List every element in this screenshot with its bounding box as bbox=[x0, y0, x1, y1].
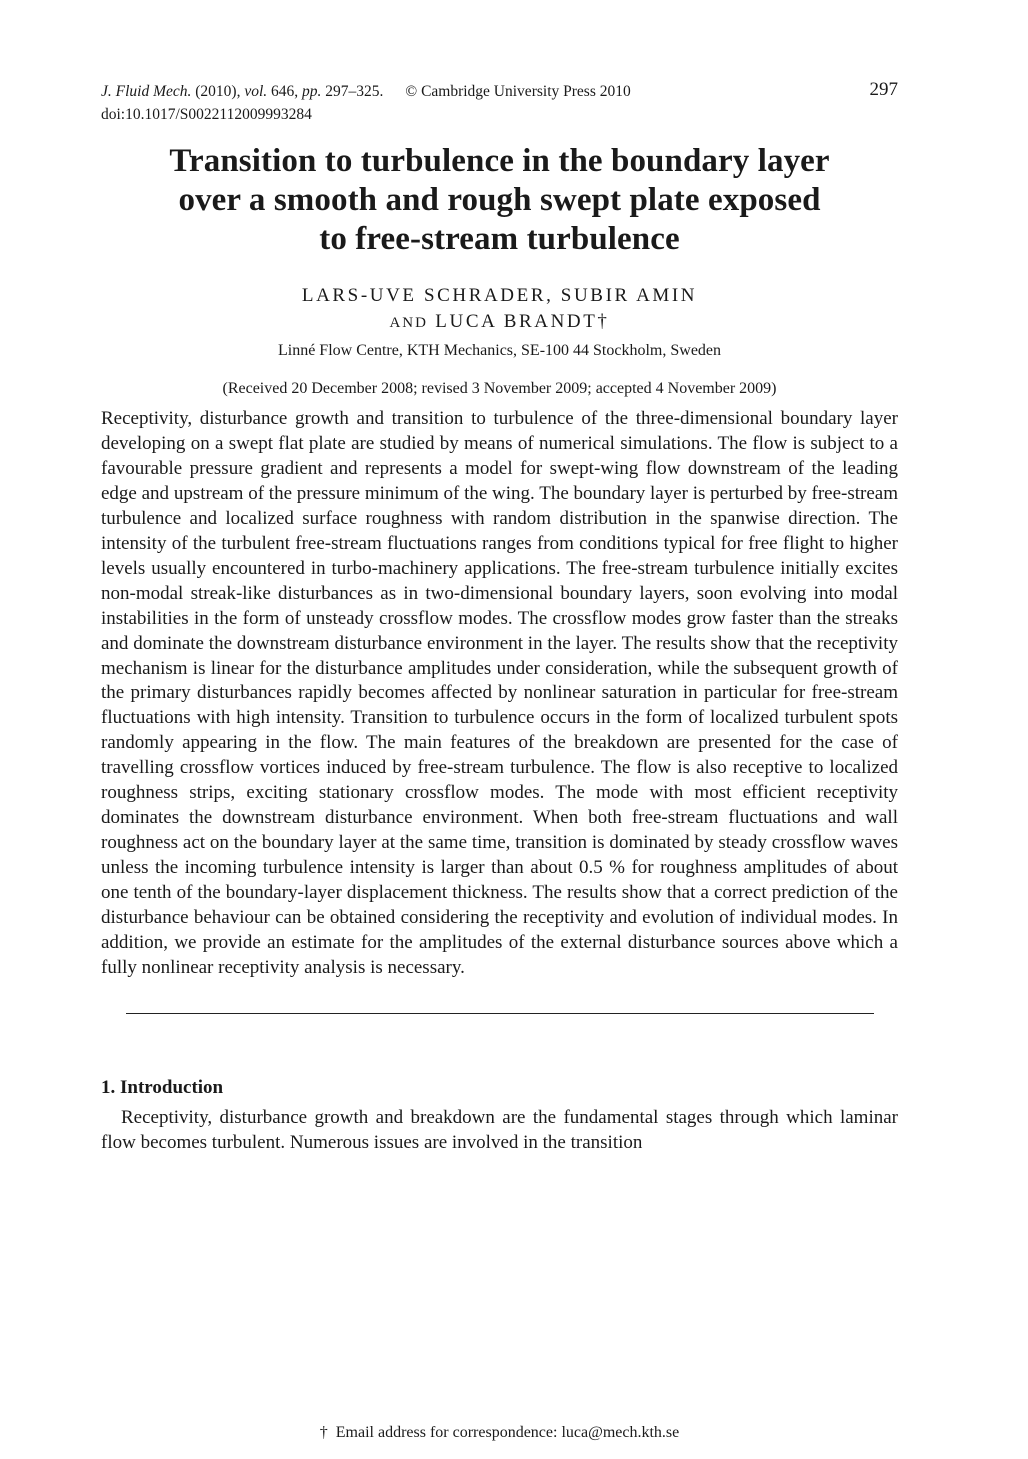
journal-year: (2010), bbox=[195, 83, 241, 100]
section-heading: 1. Introduction bbox=[101, 1076, 224, 1098]
title-line: Transition to turbulence in the boundary layer bbox=[169, 143, 830, 179]
pages-label: pp. bbox=[302, 83, 322, 100]
page-range: 297–325. bbox=[325, 83, 384, 100]
authors-line: LARS-UVE SCHRADER, SUBIR AMIN bbox=[301, 285, 698, 306]
abstract: Receptivity, disturbance growth and transition to turbulence of the three-dimensional boundary layer developing on a swept flat plate are studied by means of numerical simulations. The flow is subject to a favourable pressure gradient and represents a model for swept-wing flow downstream of the leading edge and upstream of the pressure minimum of the wing. The boundary layer is perturbed by free-stream turbulence and localized surface roughness with random distribution in the spanwise direction. The intensity of the turbulent free-stream fluctuations ranges from conditions typical for free flight to higher levels usually encountered in turbo-machinery applications. The free-stream turbulence initially excites non-modal streak-like disturbances as in two-dimensional boundary layers, soon evolving into modal instabilities in the form of unsteady crossflow modes. The crossflow modes grow faster than the streaks and dominate the downstream disturbance environment in the layer. The results show that the receptivity mechanism is linear for the disturbance amplitudes under consideration, while the subsequent growth of the primary disturbances rapidly becomes affected by nonlinear saturation in particular for free-stream fluctuations with high intensity. Transition to turbulence occurs in the form of localized turbulent spots randomly appearing in the flow. The main features of the breakdown are presented for the case of travelling crossflow vortices induced by free-stream turbulence. The flow is also receptive to localized roughness strips, exciting stationary crossflow modes. The mode with most efficient receptivity dominates the downstream disturbance environment. When both free-stream fluctuations and wall roughness act on the boundary layer at the same time, transition is dominated by steady crossflow waves unless the incoming turbulence intensity is larger than about 0.5 % for roughness amplitudes of about one tenth of the boundary-layer displacement thickness. The results show that a correct prediction of the disturbance behaviour can be obtained considering the receptivity and evolution of individual modes. In addition, we provide an estimate for the amplitudes of the external disturbance sources above which a fully nonlinear receptivity analysis is necessary. bbox=[101, 408, 898, 978]
footnote-dagger: † bbox=[319, 1424, 328, 1441]
paper-page bbox=[101, 79, 898, 1441]
doi: doi:10.1017/S0022112009993284 bbox=[101, 106, 312, 123]
journal-citation bbox=[101, 80, 631, 104]
article-title bbox=[101, 142, 898, 259]
title-line: to free-stream turbulence bbox=[319, 221, 680, 257]
authors-and: AND bbox=[389, 315, 428, 331]
footnote-text: Email address for correspondence: luca@mech.kth.se bbox=[335, 1424, 680, 1441]
author-list bbox=[101, 283, 898, 336]
running-header bbox=[101, 80, 898, 104]
volume-number: 646, bbox=[271, 83, 299, 100]
authors-line bbox=[101, 309, 898, 336]
intro-paragraph: Receptivity, disturbance growth and breakdown are the fundamental stages through which laminar flow becomes turbulent. Numerous issues are involved in the transition bbox=[101, 1106, 898, 1153]
footnote bbox=[101, 1422, 898, 1444]
received-dates: (Received 20 December 2008; revised 3 November 2009; accepted 4 November 2009) bbox=[222, 380, 777, 397]
copyright-text: Cambridge University Press 2010 bbox=[421, 83, 631, 100]
volume-label: vol. bbox=[244, 83, 268, 100]
affiliation: Linné Flow Centre, KTH Mechanics, SE-100 44 Stockholm, Sweden bbox=[277, 342, 722, 359]
copyright-icon: © bbox=[405, 83, 418, 100]
abstract-divider bbox=[126, 1013, 874, 1014]
journal-name: J. Fluid Mech. bbox=[101, 83, 192, 100]
authors-last: LUCA BRANDT† bbox=[435, 311, 610, 332]
title-line: over a smooth and rough swept plate exposed bbox=[178, 182, 821, 218]
page-number: 297 bbox=[869, 79, 898, 100]
copyright-notice bbox=[405, 83, 630, 100]
